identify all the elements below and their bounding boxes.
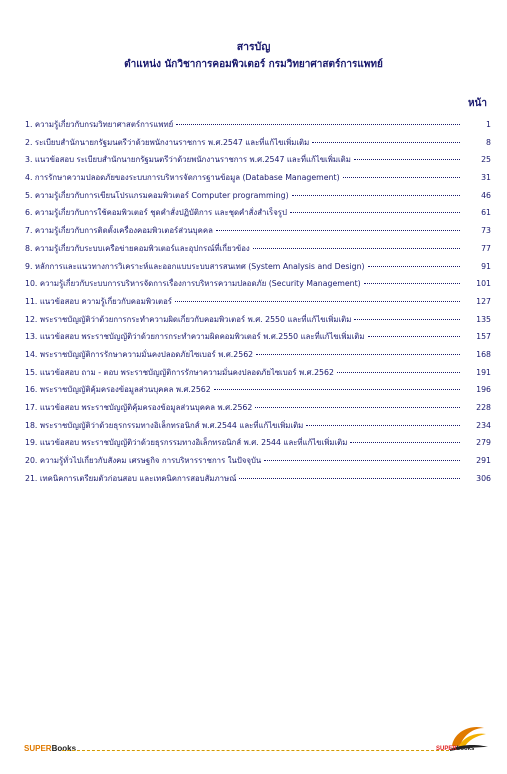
toc-entry bbox=[25, 473, 491, 491]
footer-brand bbox=[24, 744, 76, 753]
toc-entry bbox=[25, 190, 491, 208]
toc-entry-title: 11. แนวข้อสอบ ความรู้เกี่ยวกับคอมพิวเตอร์ bbox=[25, 296, 172, 306]
toc-entry bbox=[25, 437, 491, 455]
toc-entry-page-number: 77 bbox=[481, 243, 491, 253]
dot-leader bbox=[306, 425, 460, 426]
toc-entry-page-number: 1 bbox=[486, 120, 491, 129]
toc-entry-title: 5. ความรู้เกี่ยวกับการเขียนโปรแกรมคอมพิวเตอร์ Computer programming) bbox=[25, 190, 289, 200]
toc-entry-title: 15. แนวข้อสอบ ถาม - ตอบ พระราชบัญญัติการรักษาความมั่นคงปลอดภัยไซเบอร์ พ.ศ.2562 bbox=[25, 367, 334, 377]
toc-entry-title: 17. แนวข้อสอบ พระราชบัญญัติคุ้มครองข้อมูลส่วนบุคคล พ.ศ.2562 bbox=[25, 403, 253, 412]
toc-entry-title: 2. ระเบียบสำนักนายกรัฐมนตรีว่าด้วยพนักงานราชการ พ.ศ.2547 และที่แก้ไขเพิ่มเติม bbox=[25, 137, 310, 147]
toc-entry bbox=[25, 402, 491, 420]
footer-divider bbox=[62, 750, 449, 751]
toc-entry-page-number: 46 bbox=[481, 190, 491, 200]
toc-entry bbox=[25, 137, 491, 155]
toc-entry-page-number: 73 bbox=[481, 226, 491, 236]
toc-entry bbox=[25, 314, 491, 332]
toc-entry-title: 3. แนวข้อสอบ ระเบียบสำนักนายกรัฐมนตรีว่าด้วยพนักงานราชการ พ.ศ.2547 และที่แก้ไขเพิ่มเติม bbox=[25, 155, 351, 165]
toc-entry bbox=[25, 455, 491, 473]
dot-leader bbox=[354, 159, 460, 160]
toc-entry bbox=[25, 331, 491, 349]
dot-leader bbox=[343, 177, 460, 178]
toc-entry-page-number: 31 bbox=[481, 173, 491, 183]
toc-entry bbox=[25, 207, 491, 225]
page-subtitle: ตำแหน่ง นักวิชาการคอมพิวเตอร์ กรมวิทยาศาสตร์การแพทย์ bbox=[124, 59, 383, 70]
page-title: สารบัญ bbox=[236, 41, 271, 53]
toc-entry-page-number: 228 bbox=[476, 403, 491, 412]
logo-text-super: SUPER bbox=[436, 746, 457, 752]
toc-entry-page-number: 168 bbox=[476, 349, 491, 359]
footer-logo-text bbox=[436, 746, 474, 752]
toc-entry-page-number: 291 bbox=[476, 456, 491, 466]
toc-entry bbox=[25, 225, 491, 243]
toc-entry-title: 21. เทคนิคการเตรียมตัวก่อนสอบ และเทคนิคการสอบสัมภาษณ์ bbox=[25, 473, 237, 483]
logo-text-books: books bbox=[456, 746, 475, 752]
dot-leader bbox=[368, 336, 460, 337]
dot-leader bbox=[264, 460, 460, 461]
toc-entry bbox=[25, 243, 491, 261]
toc-entry-page-number: 196 bbox=[476, 385, 491, 395]
dot-leader bbox=[312, 142, 460, 143]
toc-entry bbox=[25, 420, 491, 438]
dot-leader bbox=[290, 212, 460, 213]
toc-entry bbox=[25, 119, 491, 137]
toc-entry-title: 6. ความรู้เกี่ยวกับการใช้คอมพิวเตอร์ ชุดคำสั่งปฏิบัติการ และชุดคำสั่งสำเร็จรูป bbox=[25, 208, 287, 218]
footer-brand-books: Books bbox=[51, 744, 77, 753]
toc-entry-page-number: 61 bbox=[481, 208, 491, 218]
toc-entry-title: 13. แนวข้อสอบ พระราชบัญญัติว่าด้วยการกระทำความผิดคอมพิวเตอร์ พ.ศ.2550 และที่แก้ไขเพิ่มเติม bbox=[25, 332, 365, 342]
toc-entry bbox=[25, 172, 491, 190]
dot-leader bbox=[255, 407, 460, 408]
toc-entry-title: 14. พระราชบัญญัติการรักษาความมั่นคงปลอดภัยไซเบอร์ พ.ศ.2562 bbox=[25, 349, 254, 359]
toc-entry-title: 10. ความรู้เกี่ยวกับระบบการบริหารจัดการเรื่องการบริหารความปลอดภัย (Security Management) bbox=[25, 279, 361, 289]
toc-entry-title: 16. พระราชบัญญัติคุ้มครองข้อมูลส่วนบุคคล พ.ศ.2562 bbox=[25, 385, 211, 395]
toc-entry-page-number: 25 bbox=[481, 155, 491, 165]
toc-entry-page-number: 279 bbox=[476, 438, 491, 448]
toc-entry-page-number: 91 bbox=[481, 261, 491, 271]
toc-entry-page-number: 191 bbox=[476, 367, 491, 377]
toc-entry-title: 1. ความรู้เกี่ยวกับกรมวิทยาศาสตร์การแพทย์ bbox=[25, 120, 174, 129]
toc-entry bbox=[25, 384, 491, 402]
toc-entry-page-number: 306 bbox=[476, 473, 491, 483]
footer-brand-super: SUPER bbox=[24, 744, 52, 753]
dot-leader bbox=[239, 478, 460, 479]
toc-entry-title: 8. ความรู้เกี่ยวกับระบบเครือข่ายคอมพิวเตอร์และอุปกรณ์ที่เกี่ยวข้อง bbox=[25, 243, 250, 253]
toc-entry-page-number: 157 bbox=[476, 332, 491, 342]
dot-leader bbox=[216, 230, 460, 231]
toc-entry-page-number: 101 bbox=[476, 279, 491, 289]
toc-entry bbox=[25, 349, 491, 367]
toc-entry-title: 7. ความรู้เกี่ยวกับการติดตั้งเครื่องคอมพิวเตอร์ส่วนบุคคล bbox=[25, 226, 213, 236]
dot-leader bbox=[364, 283, 460, 284]
toc-entry bbox=[25, 367, 491, 385]
toc-entry-title: 19. แนวข้อสอบ พระราชบัญญัติว่าด้วยธุรกรรมทางอิเล็กทรอนิกส์ พ.ศ. 2544 และที่แก้ไขเพิ่มเติม bbox=[25, 438, 348, 448]
dot-leader bbox=[350, 442, 460, 443]
dot-leader bbox=[368, 266, 460, 267]
dot-leader bbox=[337, 372, 460, 373]
dot-leader bbox=[214, 389, 460, 390]
dot-leader bbox=[292, 195, 460, 196]
toc-entry-page-number: 8 bbox=[486, 137, 491, 147]
toc-entry bbox=[25, 154, 491, 172]
toc-entry-title: 12. พระราชบัญญัติว่าด้วยการกระทำความผิดเกี่ยวกับคอมพิวเตอร์ พ.ศ. 2550 และที่แก้ไขเพิ่มเติม bbox=[25, 314, 352, 324]
dot-leader bbox=[253, 248, 460, 249]
toc-entry bbox=[25, 278, 491, 296]
dot-leader bbox=[256, 354, 460, 355]
toc-entry-title: 9. หลักการและแนวทางการวิเคราะห์และออกแบบระบบสารสนเทศ (System Analysis and Design) bbox=[25, 261, 365, 271]
toc-entry-title: 18. พระราชบัญญัติว่าด้วยธุรกรรมทางอิเล็กทรอนิกส์ พ.ศ.2544 และที่แก้ไขเพิ่มเติม bbox=[25, 420, 304, 430]
toc-entry bbox=[25, 261, 491, 279]
dot-leader bbox=[176, 124, 460, 125]
toc-entry-page-number: 127 bbox=[476, 296, 491, 306]
page-column-header: หน้า bbox=[467, 98, 487, 109]
toc-entry-title: 20. ความรู้ทั่วไปเกี่ยวกับสังคม เศรษฐกิจ การบริหารราชการ ในปัจจุบัน bbox=[25, 456, 262, 466]
toc-entry-title: 4. การรักษาความปลอดภัยของระบบการบริหารจัดการฐานข้อมูล (Database Management) bbox=[25, 173, 340, 183]
toc-entry-page-number: 135 bbox=[476, 314, 491, 324]
dot-leader bbox=[175, 301, 460, 302]
toc-entry bbox=[25, 296, 491, 314]
dot-leader bbox=[354, 319, 460, 320]
toc-entry-page-number: 234 bbox=[476, 420, 491, 430]
table-of-contents bbox=[25, 119, 491, 490]
